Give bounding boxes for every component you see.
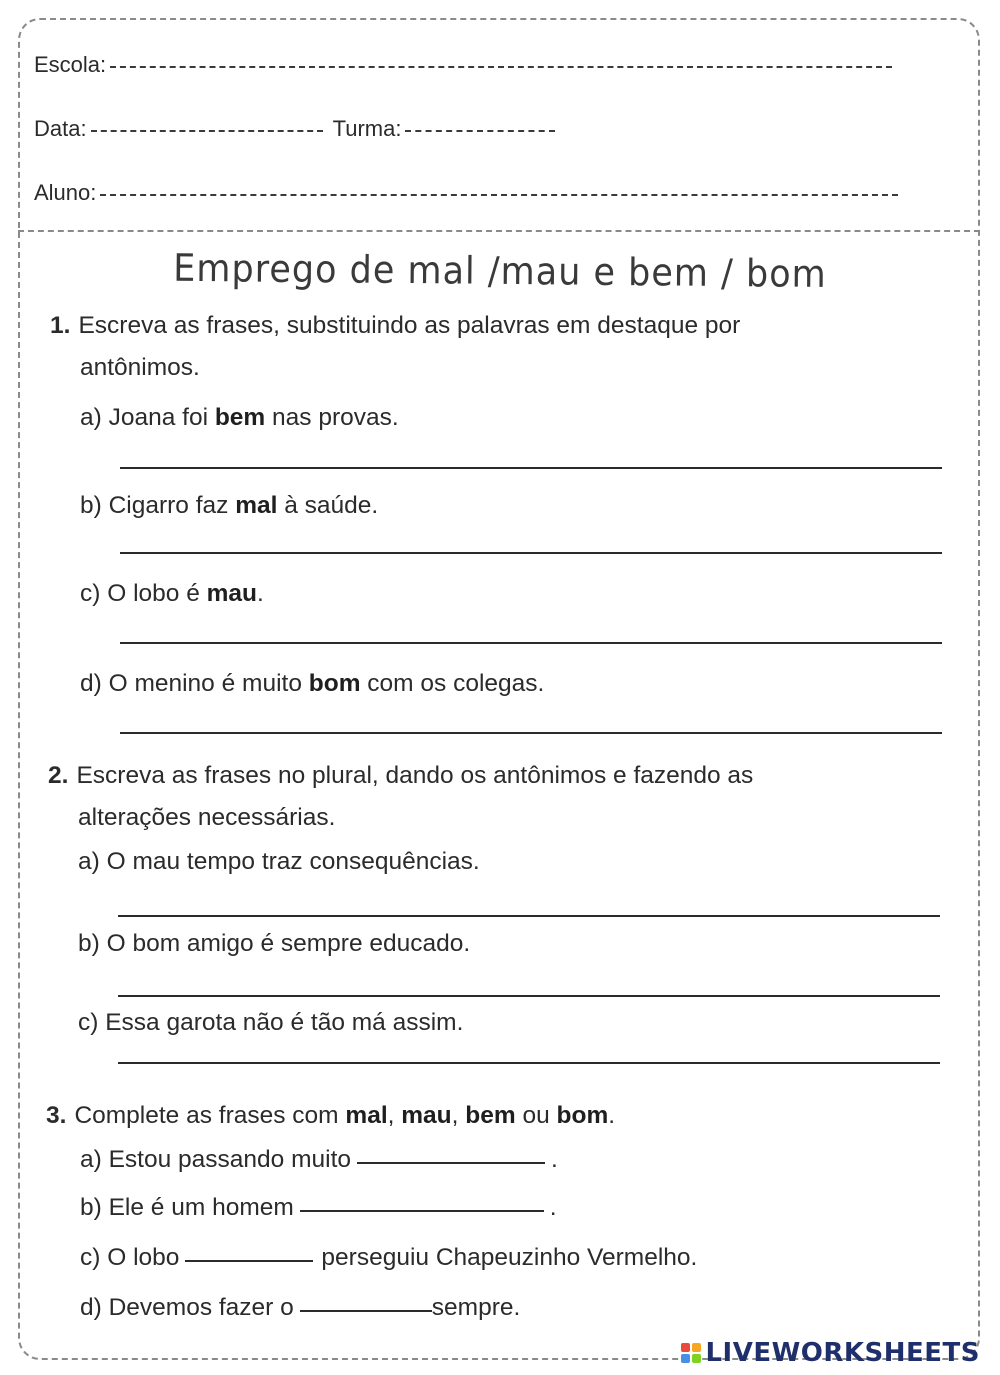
q3-d-text-pre: d) Devemos fazer o [80, 1294, 294, 1321]
q1-d-highlight: bom [308, 670, 361, 697]
school-field[interactable] [110, 65, 892, 68]
q1-a-text-post: nas provas. [265, 404, 399, 431]
class-label: Turma: [332, 116, 402, 141]
q1-b-text-post: à saúde. [277, 492, 379, 519]
liveworksheets-logo-icon [681, 1343, 701, 1363]
liveworksheets-brand [681, 1338, 980, 1368]
q3-separator-1: , [387, 1102, 402, 1129]
logo-square-1 [681, 1343, 690, 1352]
logo-square-4 [692, 1354, 701, 1363]
q3-separator-3: ou [515, 1102, 557, 1129]
date-label: Data: [34, 116, 87, 141]
q3-b-text-post: . [549, 1194, 557, 1221]
q3-c-blank[interactable] [185, 1259, 313, 1262]
q3-c-text-pre: c) O lobo [80, 1244, 180, 1271]
q1-text-line1: Escreva as frases, substituindo as palavras em destaque por [78, 312, 741, 339]
logo-square-3 [681, 1354, 690, 1363]
q3-item-d [80, 1294, 520, 1322]
q3-instruction [46, 1102, 615, 1130]
q1-item-c [80, 580, 264, 608]
q3-text-pre: Complete as frases com [74, 1102, 346, 1129]
q1-c-highlight: mau [206, 580, 258, 607]
q3-separator-2: , [451, 1102, 466, 1129]
q1-b-text-pre: b) Cigarro faz [80, 492, 236, 519]
q1-b-highlight: mal [235, 492, 278, 519]
q3-a-text-pre: a) Estou passando muito [80, 1146, 352, 1173]
q3-word-bom: bom [556, 1102, 609, 1129]
school-row [34, 52, 892, 78]
q3-b-blank[interactable] [300, 1209, 544, 1212]
q1-d-text-pre: d) O menino é muito [80, 670, 309, 697]
q1-instruction-line2: antônimos. [80, 354, 200, 381]
q1-item-b [80, 492, 378, 520]
date-field[interactable] [91, 129, 323, 132]
school-label: Escola: [34, 52, 107, 77]
brand-name: LIVEWORKSHEETS [705, 1338, 980, 1368]
q3-a-blank[interactable] [357, 1161, 545, 1164]
class-field[interactable] [405, 129, 555, 132]
student-row [34, 180, 898, 206]
q3-item-a [80, 1146, 558, 1174]
q2-c-answer-line[interactable] [118, 1062, 940, 1064]
q3-item-b [80, 1194, 557, 1222]
q1-a-highlight: bem [214, 404, 266, 431]
q3-word-bem: bem [465, 1102, 516, 1129]
q1-c-answer-line[interactable] [120, 642, 942, 644]
q1-a-answer-line[interactable] [120, 467, 942, 469]
logo-square-2 [692, 1343, 701, 1352]
student-label: Aluno: [34, 180, 97, 205]
q1-c-text-post: . [257, 580, 264, 607]
q3-b-text-pre: b) Ele é um homem [80, 1194, 294, 1221]
q1-c-text-pre: c) O lobo é [80, 580, 207, 607]
q2-instruction-line2: alterações necessárias. [78, 804, 336, 831]
q3-word-mau: mau [401, 1102, 452, 1129]
q2-item-c: c) Essa garota não é tão má assim. [78, 1009, 464, 1036]
q2-item-a: a) O mau tempo traz consequências. [78, 848, 480, 875]
q2-number: 2. [48, 762, 69, 789]
q1-item-d [80, 670, 544, 698]
q3-c-text-post: perseguiu Chapeuzinho Vermelho. [321, 1244, 698, 1271]
q2-instruction [48, 762, 753, 790]
q1-instruction [50, 312, 740, 340]
q2-a-answer-line[interactable] [118, 915, 940, 917]
q1-b-answer-line[interactable] [120, 552, 942, 554]
q3-a-text-post: . [551, 1146, 558, 1173]
q3-d-blank[interactable] [300, 1309, 432, 1312]
worksheet-title: Emprego de mal /mau e bem / bom [173, 247, 827, 297]
q3-text-post: . [608, 1102, 616, 1129]
q2-item-b: b) O bom amigo é sempre educado. [78, 930, 471, 957]
date-class-row [34, 116, 555, 142]
q3-number: 3. [46, 1102, 67, 1129]
q3-item-c [80, 1244, 697, 1272]
q1-d-text-post: com os colegas. [360, 670, 545, 697]
q2-b-answer-line[interactable] [118, 995, 940, 997]
student-field[interactable] [100, 193, 898, 196]
q1-item-a [80, 404, 399, 432]
q1-d-answer-line[interactable] [120, 732, 942, 734]
q2-text-line1: Escreva as frases no plural, dando os antônimos e fazendo as [76, 762, 754, 789]
q3-word-mal: mal [345, 1102, 388, 1129]
q3-d-text-post: sempre. [431, 1294, 521, 1321]
q1-number: 1. [50, 312, 71, 339]
header-divider [18, 230, 980, 232]
q1-a-text-pre: a) Joana foi [80, 404, 215, 431]
